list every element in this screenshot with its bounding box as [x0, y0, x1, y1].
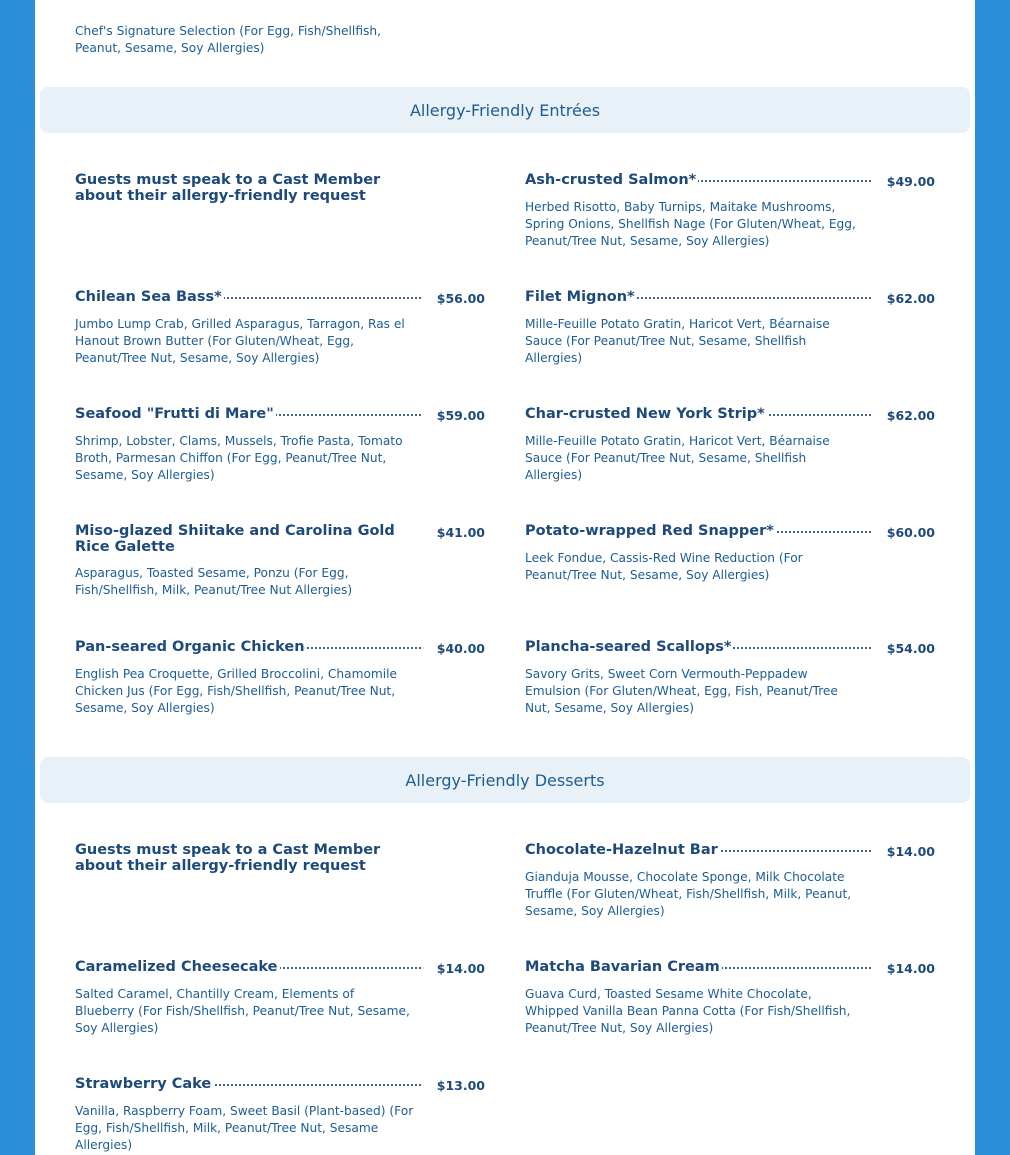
menu-item[interactable]: [525, 639, 935, 717]
item-name: Char-crusted New York Strip*: [525, 406, 765, 422]
item-description: Mille-Feuille Potato Gratin, Haricot Vert, Béarnaise Sauce (For Peanut/Tree Nut, Sesame, Shellfish Allergies): [525, 317, 830, 365]
item-description: Jumbo Lump Crab, Grilled Asparagus, Tarragon, Ras el Hanout Brown Butter (For Gluten/Wheat, Egg, Peanut/Tree Nut, Sesame, Soy Allergies): [75, 317, 405, 365]
item-description: Asparagus, Toasted Sesame, Ponzu (For Egg, Fish/Shellfish, Milk, Peanut/Tree Nut Allergies): [75, 566, 353, 597]
item-description: Guava Curd, Toasted Sesame White Chocolate, Whipped Vanilla Bean Panna Cotta (For Fish/Shellfish, Peanut/Tree Nut, Soy Allergies): [525, 987, 851, 1035]
item-name: Caramelized Cheesecake: [75, 959, 278, 975]
item-description: English Pea Croquette, Grilled Broccolini, Chamomile Chicken Jus (For Egg, Fish/Shellfish, Peanut/Tree Nut, Sesame, Soy Allergies): [75, 667, 398, 715]
item-price: $14.00: [881, 961, 935, 976]
item-name: Chocolate-Hazelnut Bar: [525, 842, 718, 858]
item-description: Salted Caramel, Chantilly Cream, Elements of Blueberry (For Fish/Shellfish, Peanut/Tree Nut, Sesame, Soy Allergies): [75, 987, 410, 1035]
item-description: Savory Grits, Sweet Corn Vermouth-Peppadew Emulsion (For Gluten/Wheat, Egg, Fish, Peanut/Tree Nut, Sesame, Soy Allergies): [525, 667, 838, 715]
item-price: $62.00: [881, 408, 935, 423]
item-price: $56.00: [431, 291, 485, 306]
item-description: Gianduja Mousse, Chocolate Sponge, Milk Chocolate Truffle (For Gluten/Wheat, Fish/Shellfish, Milk, Peanut, Sesame, Soy Allergies): [525, 870, 852, 918]
item-price: $14.00: [431, 961, 485, 976]
menu-item[interactable]: [75, 959, 485, 1037]
menu-item: [75, 13, 485, 57]
menu-item[interactable]: [75, 289, 485, 367]
menu-page: [35, 0, 975, 1155]
item-price: $60.00: [881, 525, 935, 540]
menu-item[interactable]: [525, 959, 935, 1037]
item-price: $41.00: [431, 525, 485, 540]
menu-item[interactable]: [75, 1076, 485, 1154]
section-header-entrees: Allergy-Friendly Entrées: [40, 87, 970, 133]
menu-item[interactable]: [75, 639, 485, 717]
item-price: $59.00: [431, 408, 485, 423]
menu-item[interactable]: [525, 172, 935, 250]
allergy-note: [75, 172, 485, 204]
note-text: Guests must speak to a Cast Member about their allergy-friendly request: [75, 172, 381, 204]
section-header-desserts: Allergy-Friendly Desserts: [40, 757, 970, 803]
item-name: Potato-wrapped Red Snapper*: [525, 523, 774, 539]
item-description: Mille-Feuille Potato Gratin, Haricot Vert, Béarnaise Sauce (For Peanut/Tree Nut, Sesame, Shellfish Allergies): [525, 434, 830, 482]
item-name: Matcha Bavarian Cream: [525, 959, 720, 975]
item-name: Filet Mignon*: [525, 289, 635, 305]
menu-item[interactable]: [525, 842, 935, 920]
item-price: $62.00: [881, 291, 935, 306]
item-price: $13.00: [431, 1078, 485, 1093]
item-name: Plancha-seared Scallops*: [525, 639, 732, 655]
item-name: Strawberry Cake: [75, 1076, 212, 1092]
menu-item[interactable]: [525, 406, 935, 484]
item-description: Leek Fondue, Cassis-Red Wine Reduction (For Peanut/Tree Nut, Sesame, Soy Allergies): [525, 551, 803, 582]
item-description: Herbed Risotto, Baby Turnips, Maitake Mushrooms, Spring Onions, Shellfish Nage (For Gluten/Wheat, Egg, Peanut/Tree Nut, Sesame, Soy Allergies): [525, 200, 856, 248]
item-name: Ash-crusted Salmon*: [525, 172, 697, 188]
allergy-note: [75, 842, 485, 874]
item-description: Vanilla, Raspberry Foam, Sweet Basil (Plant-based) (For Egg, Fish/Shellfish, Milk, Peanut/Tree Nut, Sesame Allergies): [75, 1104, 414, 1152]
item-name: Seafood "Frutti di Mare": [75, 406, 274, 422]
item-name: Chilean Sea Bass*: [75, 289, 222, 305]
menu-item[interactable]: [75, 406, 485, 484]
item-description: Shrimp, Lobster, Clams, Mussels, Trofie Pasta, Tomato Broth, Parmesan Chiffon (For Egg, Peanut/Tree Nut, Sesame, Soy Allergies): [75, 434, 403, 482]
note-text: Guests must speak to a Cast Member about their allergy-friendly request: [75, 842, 381, 874]
menu-item[interactable]: [525, 523, 935, 584]
item-price: $49.00: [881, 174, 935, 189]
item-price: $54.00: [881, 641, 935, 656]
item-name: Pan-seared Organic Chicken: [75, 639, 305, 655]
item-description: Chef's Signature Selection (For Egg, Fish/Shellfish, Peanut, Sesame, Soy Allergies): [75, 24, 381, 55]
item-price: $40.00: [431, 641, 485, 656]
menu-item[interactable]: [525, 289, 935, 367]
item-price: $14.00: [881, 844, 935, 859]
item-name: Miso-glazed Shiitake and Carolina Gold Rice Galette: [75, 523, 407, 555]
menu-item[interactable]: [75, 523, 485, 599]
